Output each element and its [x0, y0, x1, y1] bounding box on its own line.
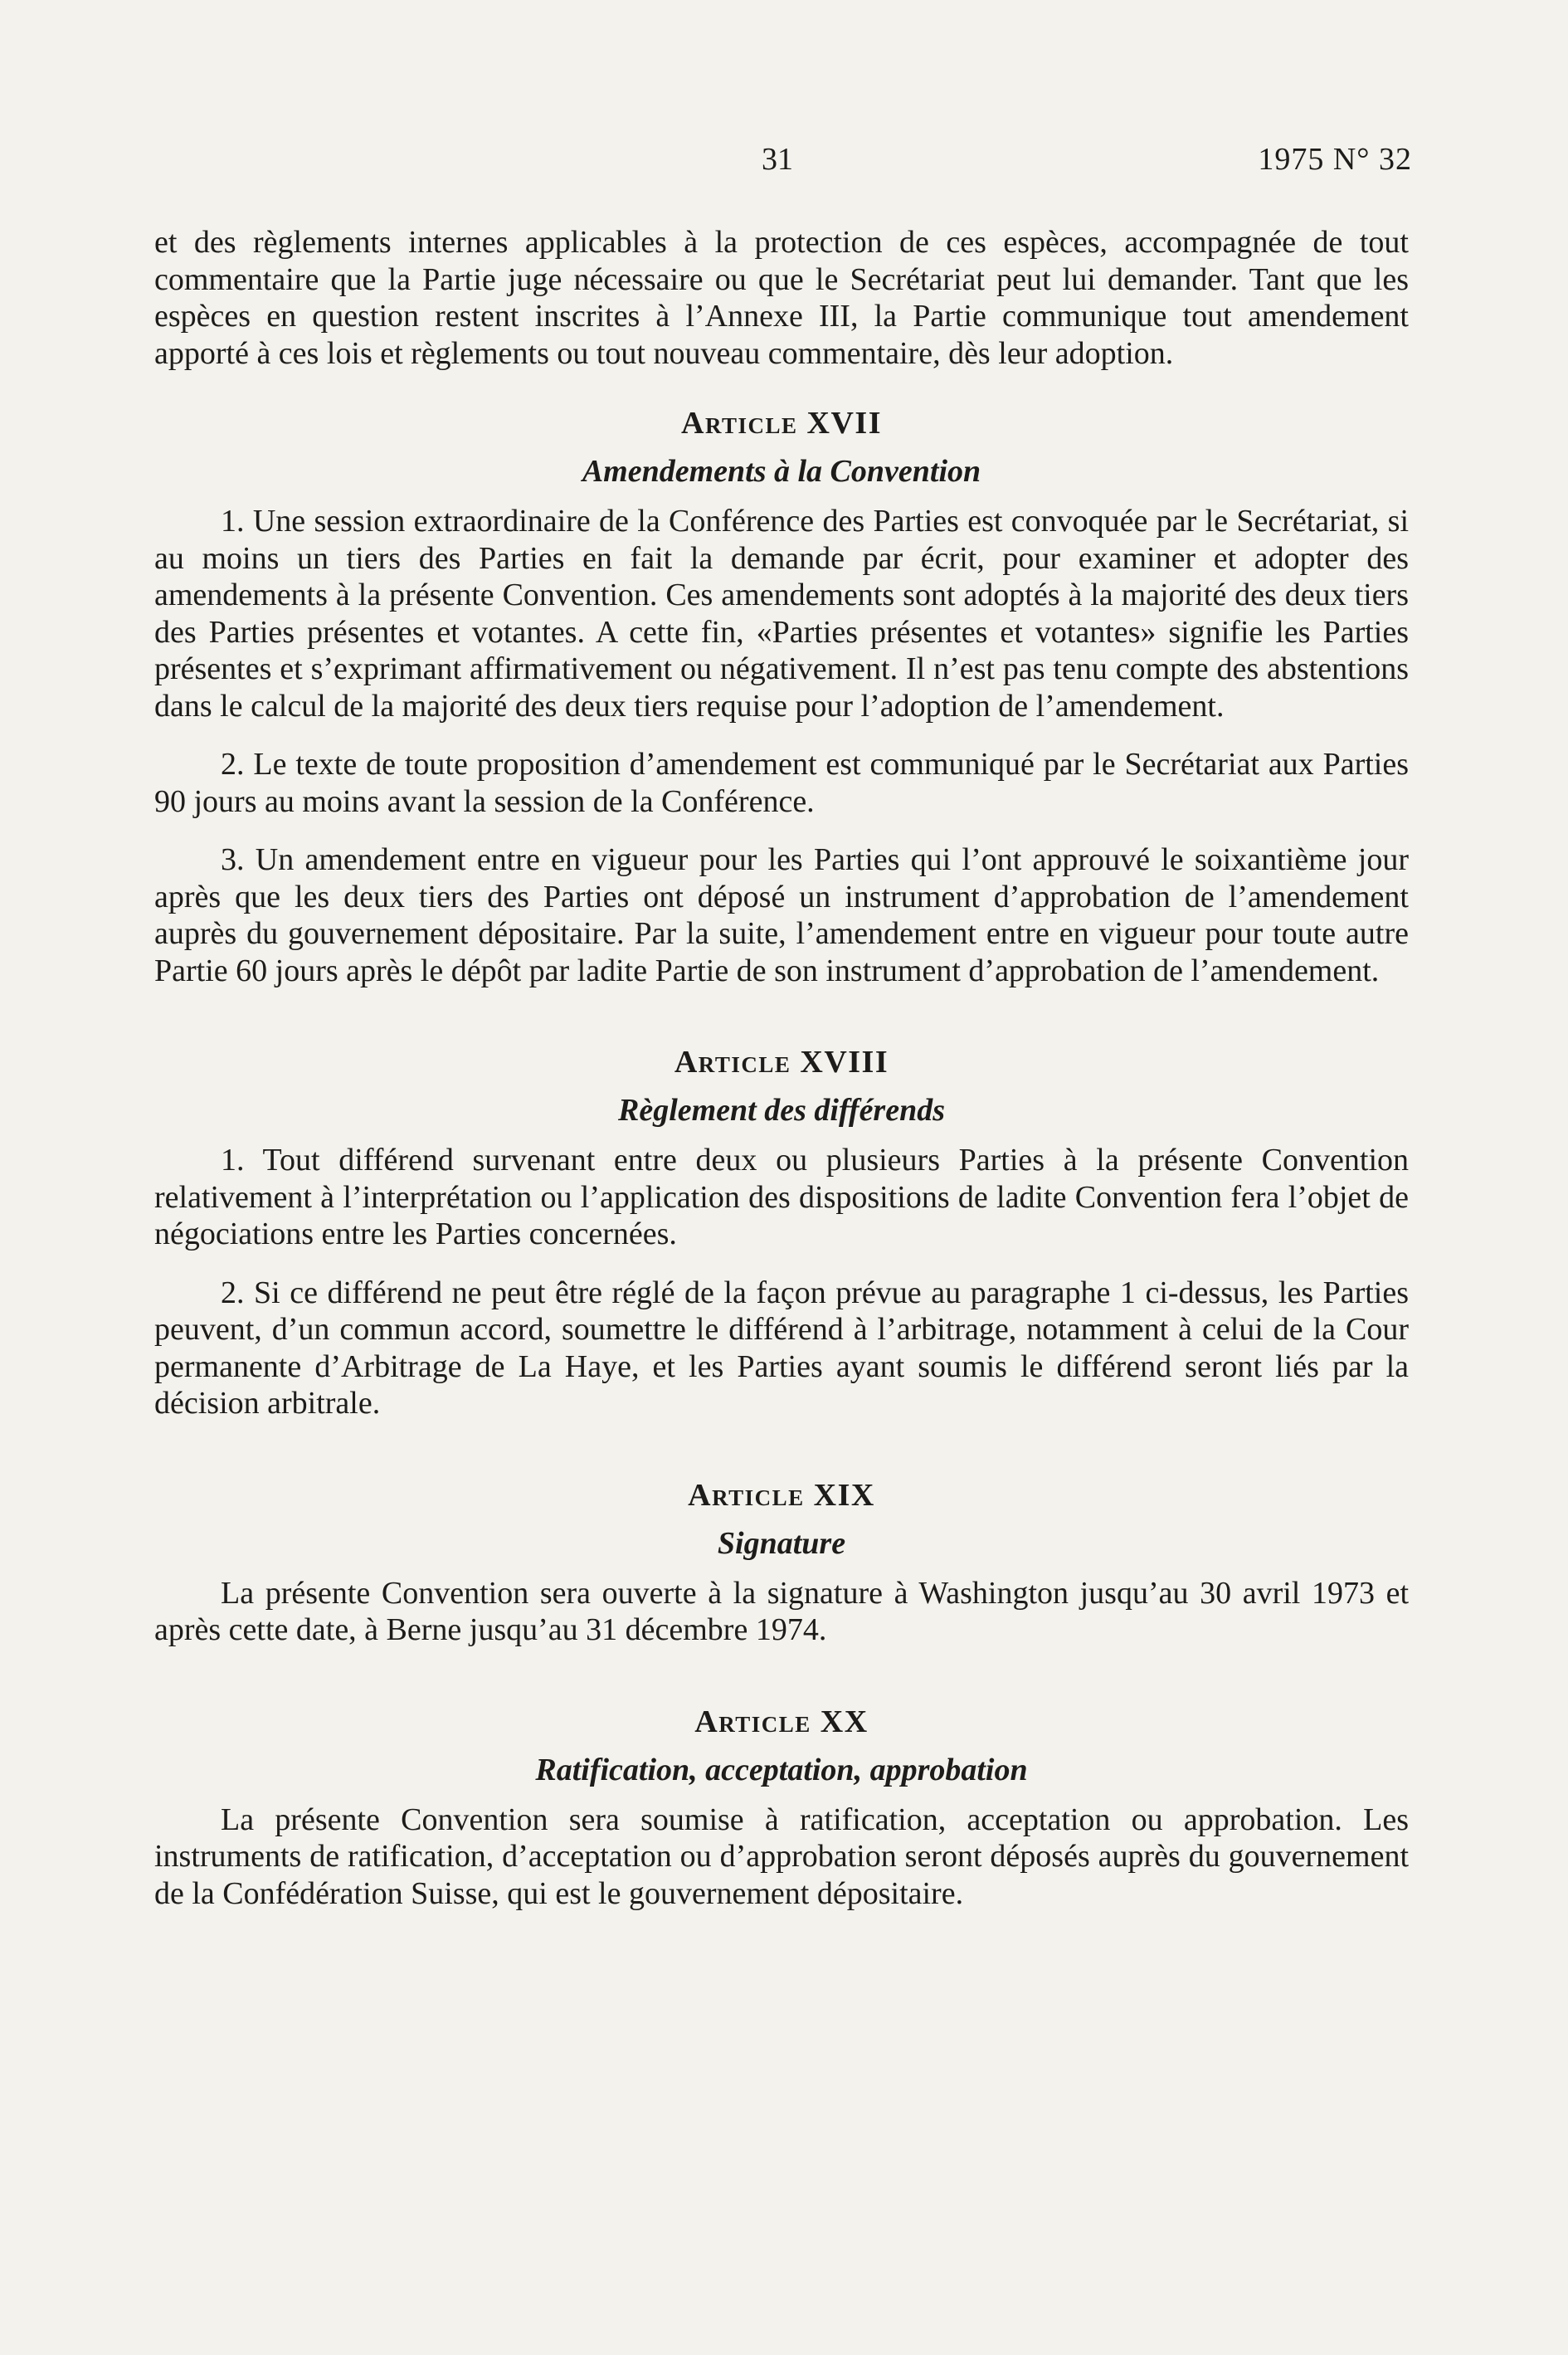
- article-18-paragraph-2: 2. Si ce différend ne peut être réglé de la façon prévue au paragraphe 1 ci-dessus, les Parties peuvent, d’un commun accord, soumettre le différend à l’arbitrage, notamment à celui de la Cour permanente d’Arbitrage de La Haye, et les Parties ayant soumis le différend seront liés par la décision arbitrale.: [154, 1275, 1409, 1421]
- article-18-heading: Article XVIII: [674, 1045, 889, 1080]
- article-17-heading: Article XVII: [681, 406, 882, 441]
- article-20-paragraph-1: La présente Convention sera soumise à ratification, acceptation ou approbation. Les instruments de ratification, d’acceptation ou d’approbation seront déposés auprès du gouvernement de la Confédération Suisse, qui est le gouvernement dépositaire.: [154, 1802, 1409, 1911]
- article-20-subtitle: Ratification, acceptation, approbation: [535, 1752, 1028, 1787]
- article-17-paragraph-1: 1. Une session extraordinaire de la Conférence des Parties est convoquée par le Secrétariat, si au moins un tiers des Parties en fait la demande par écrit, pour examiner et adopter des amendements à la présente Convention. Ces amendements sont adoptés à la majorité des deux tiers des Parties présentes et votantes. A cette fin, «Parties présentes et votantes» signifie les Parties présentes et s’exprimant affirmativement ou négativement. Il n’est pas tenu compte des abstentions dans le calcul de la majorité des deux tiers requise pour l’adoption de l’amendement.: [154, 504, 1409, 724]
- article-19-paragraph-1: La présente Convention sera ouverte à la signature à Washington jusqu’au 30 avril 1973 et après cette date, à Berne jusqu’au 31 décembre 1974.: [154, 1575, 1409, 1647]
- article-18-paragraph-1: 1. Tout différend survenant entre deux ou plusieurs Parties à la présente Convention relativement à l’interprétation ou l’application des dispositions de ladite Convention fera l’objet de négociations entre les Parties concernées.: [154, 1143, 1409, 1251]
- article-20-heading: Article XX: [694, 1704, 869, 1739]
- article-19-heading: Article XIX: [688, 1477, 875, 1513]
- page-header: [0, 141, 1568, 191]
- article-19-subtitle: Signature: [717, 1525, 846, 1561]
- article-17-paragraph-3: 3. Un amendement entre en vigueur pour les Parties qui l’ont approuvé le soixantième jour après que les deux tiers des Parties ont déposé un instrument d’approbation de l’amendement auprès du gouvernement dépositaire. Par la suite, l’amendement entre en vigueur pour toute autre Partie 60 jours après le dépôt par ladite Partie de son instrument d’approbation de l’amendement.: [154, 842, 1409, 988]
- article-18-subtitle: Règlement des différends: [617, 1093, 946, 1128]
- document-body: [154, 224, 1409, 1912]
- article-17-paragraph-2: 2. Le texte de toute proposition d’amendement est communiqué par le Secrétariat aux Parties 90 jours au moins avant la session de la Conférence.: [154, 747, 1409, 819]
- series-number: 1975 N° 32: [1258, 142, 1412, 177]
- article-17-subtitle: Amendements à la Convention: [582, 454, 981, 489]
- page-number: 31: [762, 142, 793, 177]
- intro-paragraph: et des règlements internes applicables à la protection de ces espèces, accompagnée de tout commentaire que la Partie juge nécessaire ou que le Secrétariat peut lui demander. Tant que les espèces en question restent inscrites à l’Annexe III, la Partie communique tout amendement apporté à ces lois et règlements ou tout nouveau commentaire, dès leur adoption.: [154, 225, 1409, 371]
